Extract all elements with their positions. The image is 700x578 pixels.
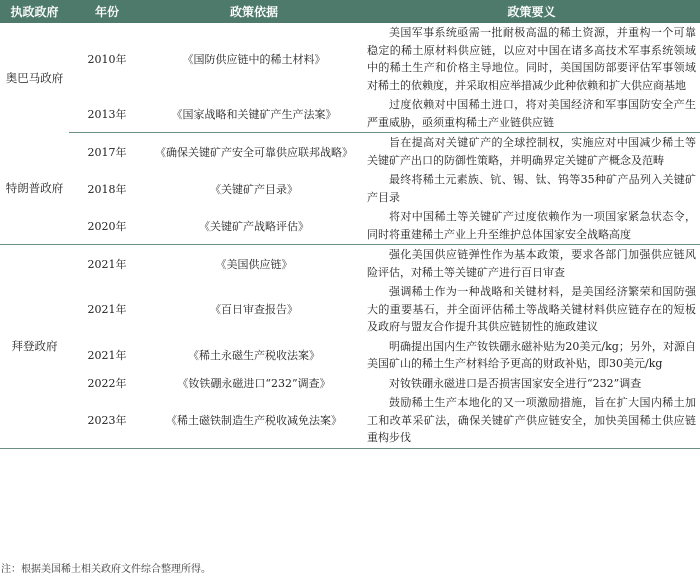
government-cell: 拜登政府 <box>0 245 69 449</box>
basis-cell: 《国防供应链中的稀土材料》 <box>182 53 326 66</box>
summary-cell: 明确提出国内生产钕铁硼永磁补贴为20美元/kg；另外，对源自美国矿山的稀土生产材料给予更高的财政补贴，即30美元/kg <box>367 339 696 370</box>
year-cell: 2021年 <box>87 257 127 271</box>
year-cell: 2010年 <box>87 53 127 66</box>
summary-cell: 强化美国供应链弹性作为基本政策，要求各部门加强供应链风险评估，对稀土等关键矿产进行百日审查 <box>367 248 696 279</box>
year-cell: 2017年 <box>87 145 127 159</box>
basis-cell: 《稀土永磁生产税收法案》 <box>188 349 320 362</box>
summary-cell: 鼓励稀土生产本地化的又一项激励措施，旨在扩大国内稀土加工和改革采矿法，确保关键矿产供应链安全，加快美国稀土供应链重构步伐 <box>363 393 700 448</box>
table-row <box>0 282 700 337</box>
table-row <box>0 245 700 283</box>
header-summary: 政策要义 <box>363 0 700 23</box>
table-row <box>0 95 700 133</box>
table-row <box>0 170 700 207</box>
year-cell: 2022年 <box>87 377 127 391</box>
government-cell: 特朗普政府 <box>0 133 69 245</box>
year-cell: 2020年 <box>69 207 145 245</box>
table-row <box>0 393 700 448</box>
year-cell: 2021年 <box>87 349 127 362</box>
header-year: 年份 <box>69 0 145 23</box>
table-row <box>0 374 700 394</box>
header-government: 执政政府 <box>0 0 69 23</box>
basis-cell: 《关键矿产战略评估》 <box>145 207 363 245</box>
summary-cell: 将对中国稀土等关键矿产过度依赖作为一项国家紧急状态令，同时将重建稀土产业上升至维护总体国家安全战略高度 <box>363 207 700 245</box>
table-row <box>0 337 700 374</box>
year-cell: 2013年 <box>69 95 145 133</box>
table-row <box>0 207 700 245</box>
table-note: 注：根据美国稀土相关政府文件综合整理所得。 <box>1 564 211 575</box>
government-cell: 奥巴马政府 <box>5 70 64 85</box>
basis-cell: 《钕铁硼永磁进口“232”调查》 <box>177 377 331 391</box>
table-body <box>0 23 700 448</box>
year-cell: 2021年 <box>87 303 127 317</box>
basis-cell: 《关键矿产目录》 <box>210 182 298 196</box>
basis-cell: 《百日审查报告》 <box>210 303 298 317</box>
summary-cell: 过度依赖对中国稀土进口，将对美国经济和军事国防安全产生严重威胁，亟须重构稀土产业链供应链 <box>363 95 700 133</box>
basis-cell: 《美国供应链》 <box>215 257 293 271</box>
summary-cell: 强调稀土作为一种战略和关键材料，是美国经济繁荣和国防强大的重要基石，并全面评估稀土等战略关键材料供应链存在的短板及政府与盟友合作提升其供应链韧性的施政建议 <box>367 285 696 333</box>
summary-cell: 最终将稀土元素族、钪、锡、钛、钨等35种矿产品列入关键矿产目录 <box>367 173 696 204</box>
table-row <box>0 133 700 171</box>
table-row <box>0 23 700 95</box>
header-basis: 政策依据 <box>145 0 363 23</box>
summary-cell: 美国军事系统亟需一批耐极高温的稀土资源，并重构一个可靠稳定的稀土原材料供应链，以应对中国在诸多高技术军事系统领域中的稀土生产和价格主导地位。同时，美国国防部要评估军事领域对稀土的依赖度，并采取相应举措减少此种依赖和扩大供应商基地 <box>367 26 696 92</box>
summary-cell: 旨在提高对关键矿产的全球控制权，实施应对中国减少稀土等关键矿产出口的防御性策略，并明确界定关键矿产概念及范畴 <box>367 136 696 167</box>
basis-cell: 《国家战略和关键矿产生产法案》 <box>145 95 363 133</box>
basis-cell: 《确保关键矿产安全可靠供应联邦战略》 <box>155 145 353 159</box>
summary-cell: 对钕铁硼永磁进口是否损害国家安全进行“232”调查 <box>389 376 642 390</box>
year-cell: 2018年 <box>87 182 127 196</box>
year-cell: 2023年 <box>69 393 145 448</box>
basis-cell: 《稀土磁铁制造生产税收减免法案》 <box>145 393 363 448</box>
table-header <box>0 0 700 23</box>
